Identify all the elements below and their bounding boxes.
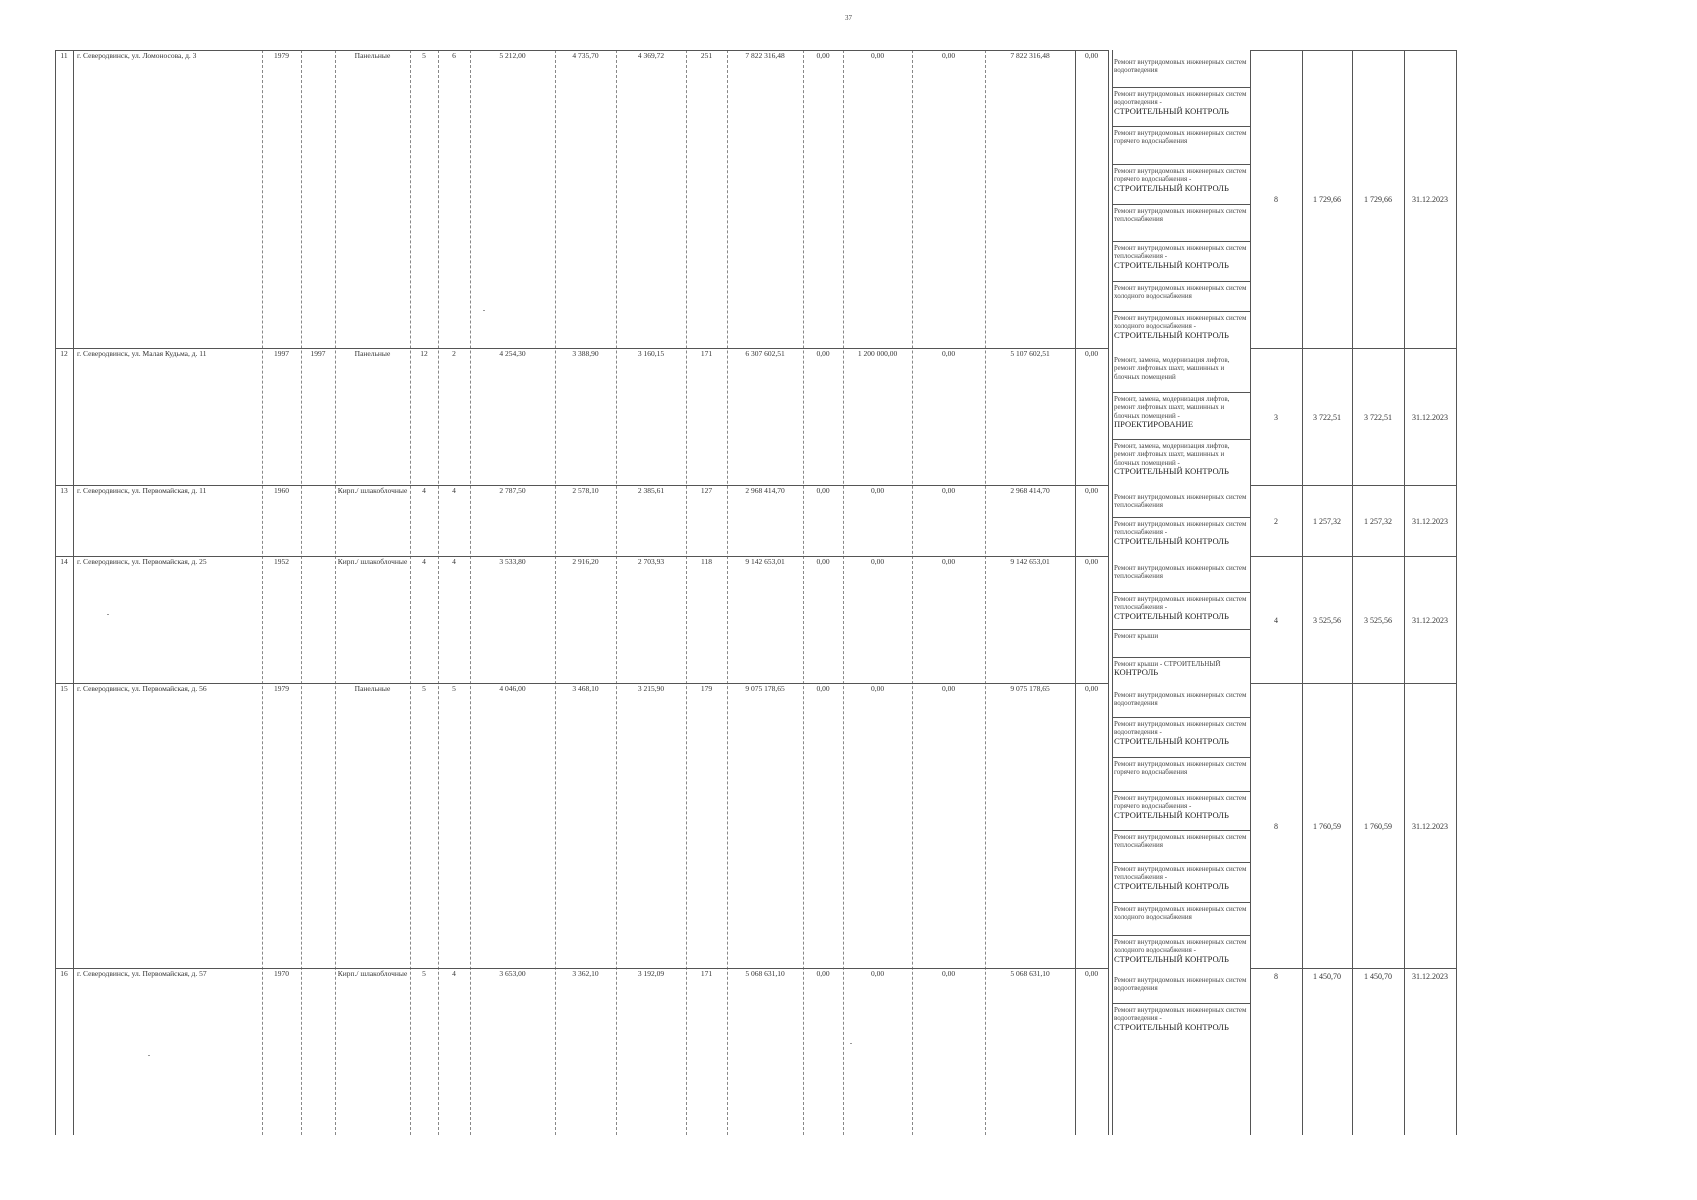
cell-area-residential: 4 735,70	[572, 51, 599, 60]
work-item	[1114, 314, 1248, 347]
column-divider	[335, 50, 336, 1135]
work-item-divider	[1112, 657, 1250, 658]
cell-num: 14	[60, 557, 68, 566]
cell-num: 13	[60, 486, 68, 495]
column-divider	[1075, 50, 1076, 1135]
cell-cost-local: 0,00	[941, 684, 956, 693]
table-top-border	[1250, 50, 1456, 51]
work-item	[1114, 595, 1248, 628]
work-item	[1114, 442, 1248, 484]
cell-area-total: 3 653,00	[499, 969, 526, 978]
column-divider	[262, 50, 263, 1135]
cell-residents: 127	[700, 486, 713, 495]
work-item	[1114, 395, 1248, 438]
cell-cost-owners: 5 107 602,51	[1010, 349, 1050, 358]
cell-cost-local: 0,00	[941, 486, 956, 495]
work-item-divider	[1112, 439, 1250, 440]
cell-cost-regional: 0,00	[870, 969, 885, 978]
cell-area-owned: 3 215,90	[637, 684, 665, 693]
row-divider	[1250, 683, 1456, 684]
work-item-text: Ремонт внутридомовых инженерных систем горячего водоснабжения	[1114, 129, 1247, 146]
work-item	[1114, 167, 1248, 203]
cell-works-count: 8	[1274, 822, 1278, 831]
work-item-divider	[1112, 791, 1250, 792]
cell-wall-material: Кирп./ шлакоблочные	[337, 486, 408, 495]
work-item-text: Ремонт, замена, модернизация лифтов, ремонт лифтовых шахт, машинных и блочных помещений	[1114, 356, 1230, 381]
column-divider	[301, 50, 302, 1135]
cell-cost-other: 0,00	[1084, 349, 1099, 358]
cell-cost-other: 0,00	[1084, 684, 1099, 693]
work-item-divider	[1112, 757, 1250, 758]
cell-deadline: 31.12.2023	[1412, 517, 1448, 526]
cell-year-built: 1997	[274, 349, 289, 358]
cell-cost-regional: 0,00	[870, 486, 885, 495]
work-item-control: СТРОИТЕЛЬНЫЙ КОНТРОЛЬ	[1114, 466, 1229, 477]
cell-cost-fund: 0,00	[816, 684, 830, 693]
work-item-divider	[1112, 830, 1250, 831]
column-divider	[686, 50, 687, 1135]
cell-wall-material: Кирп./ шлакоблочные	[337, 969, 408, 978]
work-item-control: СТРОИТЕЛЬНЫЙ КОНТРОЛЬ	[1114, 259, 1229, 270]
cell-wall-material: Кирп./ шлакоблочные	[337, 557, 408, 566]
cell-area-residential: 3 388,90	[572, 349, 599, 358]
work-item-text: Ремонт внутридомовых инженерных систем холодного водоснабжения	[1114, 905, 1247, 922]
cell-cost-regional: 0,00	[870, 684, 885, 693]
cell-unit-cost: 1 729,66	[1313, 195, 1341, 204]
work-item-text: Ремонт внутридомовых инженерных систем горячего водоснабжения	[1114, 760, 1247, 777]
work-item-divider	[1112, 935, 1250, 936]
work-item-divider	[1112, 1003, 1250, 1004]
scan-speck	[107, 614, 109, 615]
work-item-divider	[1112, 241, 1250, 242]
work-item	[1114, 520, 1248, 555]
cell-deadline: 31.12.2023	[1412, 822, 1448, 831]
cell-cost-fund: 0,00	[816, 486, 830, 495]
work-item-control: СТРОИТЕЛЬНЫЙ КОНТРОЛЬ	[1114, 735, 1229, 746]
cell-unit-cost: 1 257,32	[1313, 517, 1341, 526]
cell-area-owned: 2 703,93	[637, 557, 665, 566]
work-item	[1114, 632, 1248, 656]
cell-cost-fund: 0,00	[816, 51, 830, 60]
cell-max-cost: 1 257,32	[1364, 517, 1392, 526]
scan-speck	[850, 1043, 852, 1044]
work-item-text: Ремонт внутридомовых инженерных систем холодного водоснабжения -	[1114, 938, 1247, 955]
cell-floors: 4	[422, 486, 426, 495]
cell-area-residential: 3 362,10	[572, 969, 599, 978]
work-item	[1114, 905, 1248, 934]
work-item-control: КОНТРОЛЬ	[1114, 667, 1159, 678]
cell-cost-owners: 7 822 316,48	[1010, 51, 1050, 60]
column-divider	[555, 50, 556, 1135]
cell-year-built: 1979	[274, 51, 289, 60]
cell-floors: 12	[420, 349, 428, 358]
work-item-divider	[1112, 862, 1250, 863]
column-divider	[985, 50, 986, 1135]
column-divider	[438, 50, 439, 1135]
work-item-divider	[1112, 902, 1250, 903]
cell-area-total: 4 046,00	[499, 684, 526, 693]
column-divider	[803, 50, 804, 1135]
cell-cost-other: 0,00	[1084, 969, 1099, 978]
work-item-text: Ремонт внутридомовых инженерных систем теплоснабжения	[1114, 833, 1247, 850]
work-item-text: Ремонт внутридомовых инженерных систем теплоснабжения -	[1114, 595, 1247, 612]
cell-cost-total: 5 068 631,10	[745, 969, 785, 978]
cell-entrances: 6	[452, 51, 456, 60]
work-item	[1114, 284, 1248, 310]
cell-num: 12	[60, 349, 68, 358]
cell-floors: 5	[422, 684, 426, 693]
work-item-text: Ремонт внутридомовых инженерных систем горячего водоснабжения -	[1114, 794, 1247, 811]
cell-cost-local: 0,00	[941, 969, 956, 978]
cell-entrances: 4	[452, 969, 456, 978]
cell-deadline: 31.12.2023	[1412, 972, 1448, 981]
cell-cost-local: 0,00	[941, 51, 956, 60]
cell-area-total: 3 533,80	[499, 557, 526, 566]
cell-year-repair: 1997	[310, 349, 326, 358]
cell-entrances: 5	[452, 684, 456, 693]
cell-entrances: 2	[452, 349, 456, 358]
cell-cost-total: 2 968 414,70	[745, 486, 785, 495]
cell-wall-material: Панельные	[354, 51, 391, 60]
cell-address: г. Северодвинск, ул. Первомайская, д. 25	[77, 557, 207, 566]
cell-year-built: 1979	[274, 684, 289, 693]
work-item	[1114, 207, 1248, 240]
cell-cost-other: 0,00	[1084, 486, 1099, 495]
work-item	[1114, 90, 1248, 125]
work-item-divider	[1112, 517, 1250, 518]
work-item-divider	[1112, 164, 1250, 165]
cell-entrances: 4	[452, 486, 456, 495]
scan-speck	[483, 310, 485, 311]
cell-floors: 5	[422, 51, 426, 60]
cell-cost-total: 7 822 316,48	[745, 51, 785, 60]
work-item-text: Ремонт крыши - СТРОИТЕЛЬНЫЙ	[1114, 660, 1221, 668]
cell-cost-total: 6 307 602,51	[745, 349, 785, 358]
row-divider	[1250, 348, 1456, 349]
column-divider	[1108, 50, 1109, 1135]
cell-year-built: 1960	[274, 486, 289, 495]
cell-max-cost: 3 722,51	[1364, 413, 1392, 422]
work-item-text: Ремонт внутридомовых инженерных систем горячего водоснабжения -	[1114, 167, 1247, 184]
work-item-text: Ремонт внутридомовых инженерных систем холодного водоснабжения	[1114, 284, 1247, 301]
cell-cost-fund: 0,00	[816, 557, 830, 566]
cell-area-residential: 2 578,10	[572, 486, 599, 495]
cell-cost-other: 0,00	[1084, 557, 1099, 566]
cell-max-cost: 1 729,66	[1364, 195, 1392, 204]
cell-num: 16	[60, 969, 68, 978]
cell-unit-cost: 1 760,59	[1313, 822, 1341, 831]
work-item-text: Ремонт внутридомовых инженерных систем водоотведения	[1114, 976, 1247, 993]
cell-area-residential: 3 468,10	[572, 684, 599, 693]
cell-area-total: 5 212,00	[499, 51, 526, 60]
column-divider	[616, 50, 617, 1135]
cell-cost-local: 0,00	[941, 557, 956, 566]
cell-cost-regional: 0,00	[870, 557, 885, 566]
cell-area-owned: 2 385,61	[637, 486, 665, 495]
cell-area-owned: 3 160,15	[637, 349, 665, 358]
row-divider	[1250, 485, 1456, 486]
work-item	[1114, 794, 1248, 829]
cell-cost-regional: 0,00	[870, 51, 885, 60]
work-item	[1114, 938, 1248, 967]
repair-program-table	[55, 50, 1645, 1135]
work-item-text: Ремонт внутридомовых инженерных систем теплоснабжения	[1114, 207, 1247, 224]
cell-area-owned: 3 192,09	[637, 969, 665, 978]
work-item-text: Ремонт внутридомовых инженерных систем теплоснабжения -	[1114, 520, 1247, 537]
work-item-text: Ремонт внутридомовых инженерных систем водоотведения	[1114, 58, 1247, 75]
work-item-control: СТРОИТЕЛЬНЫЙ КОНТРОЛЬ	[1114, 329, 1229, 340]
work-item-control: СТРОИТЕЛЬНЫЙ КОНТРОЛЬ	[1114, 535, 1229, 546]
cell-cost-owners: 2 968 414,70	[1010, 486, 1050, 495]
cell-residents: 171	[700, 969, 713, 978]
cell-cost-owners: 9 075 178,65	[1010, 684, 1050, 693]
cell-num: 15	[60, 684, 68, 693]
work-item-text: Ремонт внутридомовых инженерных систем теплоснабжения -	[1114, 244, 1247, 261]
cell-cost-fund: 0,00	[816, 349, 830, 358]
cell-address: г. Северодвинск, ул. Малая Кудьма, д. 11	[77, 349, 207, 358]
cell-cost-owners: 9 142 653,01	[1010, 557, 1050, 566]
cell-residents: 171	[700, 349, 713, 358]
cell-wall-material: Панельные	[354, 684, 391, 693]
cell-entrances: 4	[452, 557, 456, 566]
cell-address: г. Северодвинск, ул. Ломоносова, д. 3	[77, 51, 197, 60]
work-item-control: СТРОИТЕЛЬНЫЙ КОНТРОЛЬ	[1114, 105, 1229, 116]
cell-works-count: 2	[1274, 517, 1278, 526]
cell-area-residential: 2 916,20	[572, 557, 599, 566]
row-divider	[1250, 968, 1456, 969]
cell-address: г. Северодвинск, ул. Первомайская, д. 56	[77, 684, 207, 693]
work-item-text: Ремонт внутридомовых инженерных систем теплоснабжения	[1114, 493, 1247, 510]
work-item	[1114, 865, 1248, 901]
work-item-control: СТРОИТЕЛЬНЫЙ КОНТРОЛЬ	[1114, 1021, 1229, 1032]
cell-cost-other: 0,00	[1084, 51, 1099, 60]
row-divider	[1250, 556, 1456, 557]
cell-area-total: 2 787,50	[499, 486, 526, 495]
cell-works-count: 3	[1274, 413, 1278, 422]
column-divider	[410, 50, 411, 1135]
page-number: 37	[845, 14, 852, 22]
work-item-control: СТРОИТЕЛЬНЫЙ КОНТРОЛЬ	[1114, 880, 1229, 891]
cell-works-count: 4	[1274, 616, 1278, 625]
work-item-text: Ремонт внутридомовых инженерных систем холодного водоснабжения -	[1114, 314, 1247, 331]
cell-residents: 118	[701, 557, 712, 566]
cell-max-cost: 1 450,70	[1364, 972, 1392, 981]
work-item-text: Ремонт внутридомовых инженерных систем водоотведения -	[1114, 720, 1247, 737]
work-item-divider	[1112, 204, 1250, 205]
cell-works-count: 8	[1274, 972, 1278, 981]
work-item-text: Ремонт крыши	[1114, 632, 1159, 640]
cell-residents: 251	[700, 51, 713, 60]
cell-cost-fund: 0,00	[816, 969, 830, 978]
cell-max-cost: 1 760,59	[1364, 822, 1392, 831]
cell-deadline: 31.12.2023	[1412, 616, 1448, 625]
column-divider	[55, 50, 56, 1135]
work-item	[1114, 129, 1248, 163]
work-item-divider	[1112, 629, 1250, 630]
column-divider	[470, 50, 471, 1135]
cell-residents: 179	[700, 684, 713, 693]
cell-works-count: 8	[1274, 195, 1278, 204]
cell-year-built: 1970	[274, 969, 289, 978]
work-item-divider	[1112, 126, 1250, 127]
work-item-text: Ремонт внутридомовых инженерных систем водоотведения -	[1114, 1006, 1247, 1023]
cell-unit-cost: 1 450,70	[1313, 972, 1341, 981]
work-item-control: ПРОЕКТИРОВАНИЕ	[1114, 419, 1194, 430]
work-item-text: Ремонт внутридомовых инженерных систем водоотведения -	[1114, 90, 1247, 107]
work-item	[1114, 356, 1248, 396]
work-item-control: СТРОИТЕЛЬНЫЙ КОНТРОЛЬ	[1114, 953, 1229, 964]
cell-max-cost: 3 525,56	[1364, 616, 1392, 625]
work-item-divider	[1112, 717, 1250, 718]
work-item-divider	[1112, 592, 1250, 593]
cell-cost-regional: 1 200 000,00	[857, 349, 898, 358]
cell-cost-total: 9 075 178,65	[745, 684, 785, 693]
cell-deadline: 31.12.2023	[1412, 195, 1448, 204]
cell-unit-cost: 3 722,51	[1313, 413, 1341, 422]
work-item	[1114, 833, 1248, 861]
cell-unit-cost: 3 525,56	[1313, 616, 1341, 625]
work-item-control: СТРОИТЕЛЬНЫЙ КОНТРОЛЬ	[1114, 610, 1229, 621]
work-item-control: СТРОИТЕЛЬНЫЙ КОНТРОЛЬ	[1114, 809, 1229, 820]
column-divider	[727, 50, 728, 1135]
cell-year-built: 1952	[274, 557, 289, 566]
cell-cost-total: 9 142 653,01	[745, 557, 785, 566]
cell-floors: 5	[422, 969, 426, 978]
work-item-divider	[1112, 392, 1250, 393]
work-item	[1114, 660, 1248, 682]
column-divider	[912, 50, 913, 1135]
cell-deadline: 31.12.2023	[1412, 413, 1448, 422]
column-divider	[843, 50, 844, 1135]
cell-wall-material: Панельные	[354, 349, 391, 358]
scan-speck	[148, 1055, 150, 1056]
cell-floors: 4	[422, 557, 426, 566]
work-item-text: Ремонт, замена, модернизация лифтов, ремонт лифтовых шахт, машинных и блочных помещений -	[1114, 395, 1230, 420]
cell-area-total: 4 254,30	[499, 349, 526, 358]
column-divider	[73, 50, 74, 1135]
work-item-divider	[1112, 281, 1250, 282]
work-item-text: Ремонт внутридомовых инженерных систем теплоснабжения -	[1114, 865, 1247, 882]
cell-address: г. Северодвинск, ул. Первомайская, д. 11	[77, 486, 207, 495]
work-item	[1114, 244, 1248, 280]
work-item-control: СТРОИТЕЛЬНЫЙ КОНТРОЛЬ	[1114, 182, 1229, 193]
work-item-divider	[1112, 87, 1250, 88]
work-item-text: Ремонт внутридомовых инженерных систем теплоснабжения	[1114, 564, 1247, 581]
cell-cost-local: 0,00	[941, 349, 956, 358]
cell-num: 11	[60, 51, 68, 60]
work-item	[1114, 760, 1248, 790]
cell-address: г. Северодвинск, ул. Первомайская, д. 57	[77, 969, 207, 978]
work-item-text: Ремонт внутридомовых инженерных систем водоотведения	[1114, 691, 1247, 708]
work-item-divider	[1112, 311, 1250, 312]
work-item	[1114, 720, 1248, 756]
cell-area-owned: 4 369,72	[637, 51, 665, 60]
cell-cost-owners: 5 068 631,10	[1010, 969, 1050, 978]
work-item-text: Ремонт, замена, модернизация лифтов, ремонт лифтовых шахт, машинных и блочных помещений -	[1114, 442, 1230, 467]
column-divider	[1456, 50, 1457, 1135]
work-item	[1114, 1006, 1248, 1134]
